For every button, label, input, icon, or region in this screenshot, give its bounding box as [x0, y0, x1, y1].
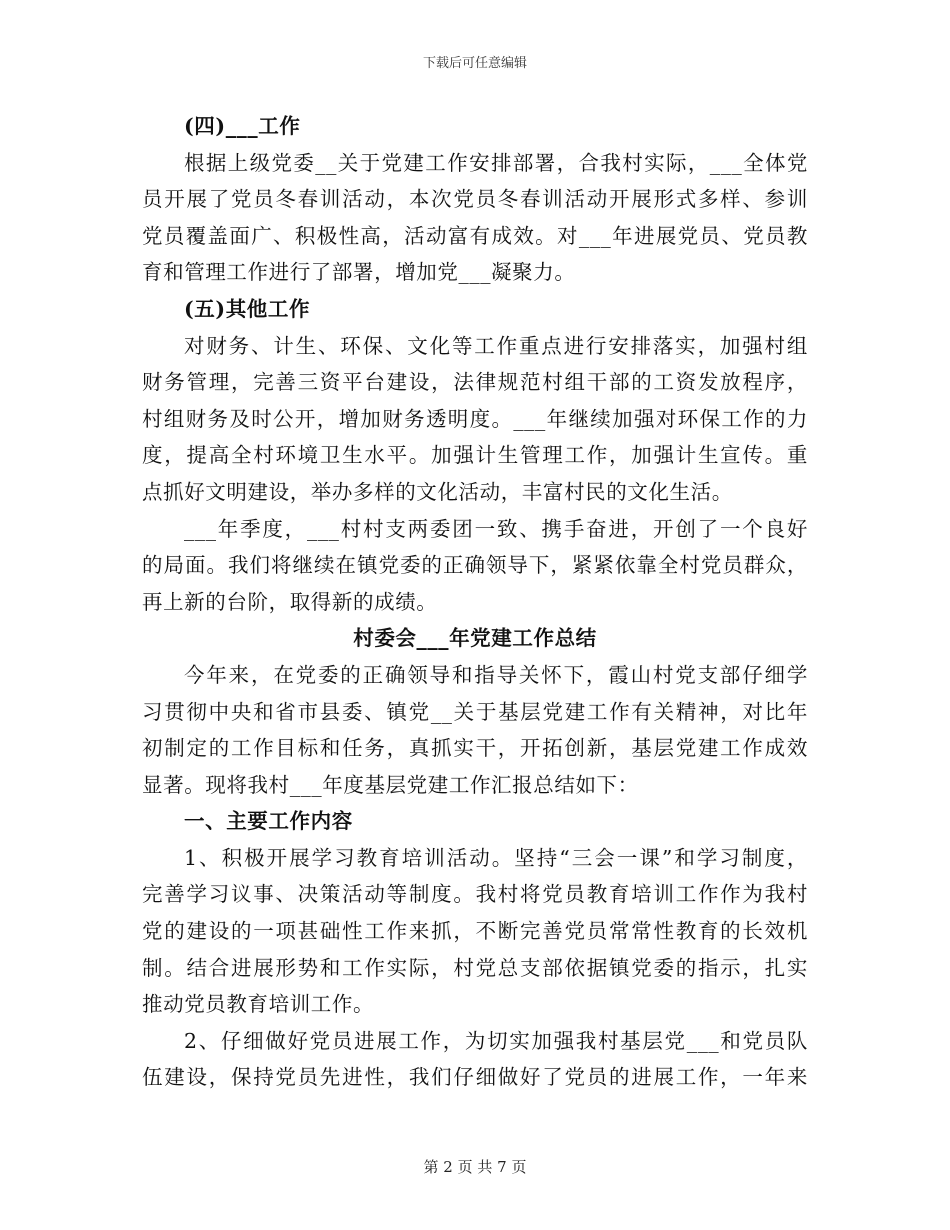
paragraph-line: 完善学习议事、决策活动等制度。我村将党员教育培训工作作为我村: [142, 882, 808, 907]
paragraph-line: 初制定的工作目标和任务，真抓实干，开拓创新，基层党建工作成效: [142, 736, 808, 761]
paragraph-first-line: ___年季度，___村村支两委团一致、携手奋进，开创了一个良好: [184, 516, 808, 541]
paragraph-line: 制。结合进展形势和工作实际，村党总支部依据镇党委的指示，扎实: [142, 955, 808, 980]
section-heading: (五)其他工作: [184, 296, 311, 321]
paragraph-line: 显著。现将我村___年度基层党建工作汇报总结如下：: [142, 772, 639, 797]
paragraph-line: 再上新的台阶，取得新的成绩。: [142, 589, 438, 614]
paragraph-line: 育和管理工作进行了部署，增加党___凝聚力。: [142, 260, 576, 285]
paragraph-first-line: 2、仔细做好党员进展工作，为切实加强我村基层党___和党员队: [184, 1028, 808, 1053]
paragraph-first-line: 今年来，在党委的正确领导和指导关怀下，霞山村党支部仔细学: [184, 662, 808, 687]
paragraph-line: 习贯彻中央和省市县委、镇党__关于基层党建工作有关精神，对比年: [142, 699, 808, 724]
paragraph-first-line: 根据上级党委__关于党建工作安排部署，合我村实际，___全体党: [184, 150, 808, 175]
paragraph-line: 推动党员教育培训工作。: [142, 992, 375, 1017]
page-header-note: 下载后可任意编辑: [422, 56, 527, 71]
document-title: 村委会___年党建工作总结: [353, 626, 597, 651]
paragraph-line: 点抓好文明建设，举办多样的文化活动，丰富村民的文化生活。: [142, 479, 733, 504]
paragraph-line: 党员覆盖面广、积极性高，活动富有成效。对___年进展党员、党员教: [142, 223, 808, 248]
page-number-footer: 第 2 页 共 7 页: [423, 1158, 527, 1176]
paragraph-line: 伍建设，保持党员先进性，我们仔细做好了党员的进展工作，一年来: [142, 1065, 808, 1090]
paragraph-first-line: 1、积极开展学习教育培训活动。坚持“三会一课”和学习制度，: [184, 845, 808, 870]
paragraph-line: 村组财务及时公开，增加财务透明度。___年继续加强对环保工作的力: [142, 406, 808, 431]
paragraph-line: 财务管理，完善三资平台建设，法律规范村组干部的工资发放程序，: [142, 370, 808, 395]
paragraph-line: 度，提高全村环境卫生水平。加强计生管理工作，加强计生宣传。重: [142, 443, 808, 468]
section-heading: (四)___工作: [184, 114, 301, 138]
paragraph-line: 员开展了党员冬春训活动，本次党员冬春训活动开展形式多样、参训: [142, 187, 808, 212]
paragraph-line: 党的建设的一项甚础性工作来抓，不断完善党员常常性教育的长效机: [142, 919, 808, 944]
paragraph-line: 的局面。我们将继续在镇党委的正确领导下，紧紧依靠全村党员群众，: [142, 553, 808, 578]
document-body: [142, 108, 808, 1096]
section-heading: 一、主要工作内容: [184, 809, 353, 834]
paragraph-first-line: 对财务、计生、环保、文化等工作重点进行安排落实，加强村组: [184, 333, 808, 358]
